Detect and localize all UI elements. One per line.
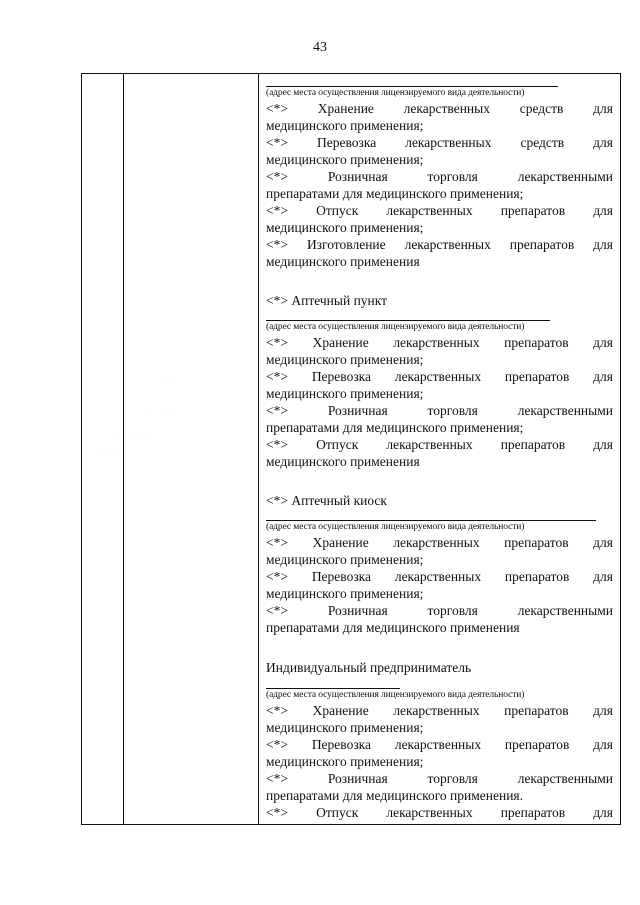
activity-text: Хранение лекарственных препаратов для bbox=[312, 703, 613, 718]
activity-item bbox=[266, 602, 613, 636]
activity-continuation: медицинского применения bbox=[266, 454, 420, 469]
activity-line bbox=[266, 436, 613, 453]
scan-speck: · · · bbox=[96, 450, 120, 456]
activity-continuation: медицинского применения; bbox=[266, 220, 424, 235]
activity-line bbox=[266, 134, 613, 151]
activity-line bbox=[266, 804, 613, 821]
activity-item bbox=[266, 334, 613, 368]
activity-continuation: медицинского применения; bbox=[266, 754, 424, 769]
activity-continuation: препаратами для медицинского применения bbox=[266, 620, 520, 635]
scan-speck: · · bbox=[160, 378, 175, 384]
asterisk-marker: <*> bbox=[266, 135, 288, 150]
activity-line bbox=[266, 568, 613, 585]
activity-text: Хранение лекарственных средств для bbox=[317, 101, 614, 116]
activity-item bbox=[266, 436, 613, 470]
section-heading: Индивидуальный предприниматель bbox=[266, 660, 472, 675]
address-caption: (адрес места осуществления лицензируемого вида деятельности) bbox=[266, 522, 525, 532]
activity-item bbox=[266, 402, 613, 436]
activity-line bbox=[266, 402, 613, 419]
activity-text: Перевозка лекарственных препаратов для bbox=[311, 369, 613, 384]
activity-item bbox=[266, 702, 613, 736]
activity-text: Розничная торговля лекарственными bbox=[327, 403, 613, 418]
address-caption: (адрес места осуществления лицензируемого вида деятельности) bbox=[266, 690, 525, 700]
activity-line bbox=[266, 534, 613, 551]
activity-item bbox=[266, 804, 613, 821]
activity-item bbox=[266, 368, 613, 402]
page-number: 43 bbox=[313, 40, 327, 55]
asterisk-marker: <*> bbox=[266, 569, 288, 584]
activity-line bbox=[266, 168, 613, 185]
activity-line bbox=[266, 702, 613, 719]
activity-text: Розничная торговля лекарственными bbox=[327, 771, 613, 786]
activity-text: Розничная торговля лекарственными bbox=[327, 169, 613, 184]
activity-continuation: медицинского применения; bbox=[266, 352, 424, 367]
asterisk-marker: <*> bbox=[266, 203, 288, 218]
activity-line bbox=[266, 368, 613, 385]
asterisk-marker: <*> bbox=[266, 369, 288, 384]
column-divider bbox=[123, 74, 124, 824]
document-table bbox=[81, 73, 621, 825]
activity-line bbox=[266, 334, 613, 351]
activity-item bbox=[266, 100, 613, 134]
activity-text: Хранение лекарственных препаратов для bbox=[312, 535, 613, 550]
activity-item bbox=[266, 568, 613, 602]
activity-text: Перевозка лекарственных средств для bbox=[317, 135, 613, 150]
activity-text: Отпуск лекарственных препаратов для bbox=[316, 203, 614, 218]
activity-text: Отпуск лекарственных препаратов для bbox=[316, 805, 614, 820]
activity-item bbox=[266, 770, 613, 804]
activity-line bbox=[266, 236, 613, 253]
scan-speck: · · · bbox=[150, 412, 174, 418]
asterisk-marker: <*> bbox=[266, 437, 288, 452]
activity-item bbox=[266, 534, 613, 568]
activity-continuation: медицинского применения; bbox=[266, 152, 424, 167]
activity-item bbox=[266, 134, 613, 168]
scan-speck: · · · · bbox=[118, 432, 152, 438]
asterisk-marker: <*> bbox=[266, 603, 288, 618]
activity-item bbox=[266, 236, 613, 270]
activity-text: Перевозка лекарственных препаратов для bbox=[311, 737, 613, 752]
activity-item bbox=[266, 168, 613, 202]
asterisk-marker: <*> bbox=[266, 805, 288, 820]
activity-line bbox=[266, 770, 613, 787]
asterisk-marker: <*> bbox=[266, 737, 288, 752]
asterisk-marker: <*> bbox=[266, 703, 288, 718]
activity-text: Хранение лекарственных препаратов для bbox=[312, 335, 613, 350]
column-divider bbox=[258, 74, 259, 824]
activity-line bbox=[266, 100, 613, 117]
asterisk-marker: <*> bbox=[266, 237, 288, 252]
activity-continuation: медицинского применения; bbox=[266, 386, 424, 401]
activity-text: Отпуск лекарственных препаратов для bbox=[316, 437, 614, 452]
asterisk-marker: <*> bbox=[266, 535, 288, 550]
activity-continuation: медицинского применения bbox=[266, 254, 420, 269]
activity-continuation: препаратами для медицинского применения. bbox=[266, 788, 524, 803]
activity-line bbox=[266, 202, 613, 219]
activity-continuation: препаратами для медицинского применения; bbox=[266, 420, 524, 435]
activity-continuation: медицинского применения; bbox=[266, 720, 424, 735]
activity-item bbox=[266, 736, 613, 770]
activity-text: Изготовление лекарственных препаратов для bbox=[306, 237, 613, 252]
activity-text: Розничная торговля лекарственными bbox=[327, 603, 613, 618]
activity-line bbox=[266, 736, 613, 753]
activity-continuation: препаратами для медицинского применения; bbox=[266, 186, 524, 201]
activity-continuation: медицинского применения; bbox=[266, 552, 424, 567]
section-heading: <*> Аптечный киоск bbox=[266, 493, 387, 508]
activity-continuation: медицинского применения; bbox=[266, 118, 424, 133]
asterisk-marker: <*> bbox=[266, 101, 288, 116]
asterisk-marker: <*> bbox=[266, 403, 288, 418]
section-heading: <*> Аптечный пункт bbox=[266, 293, 388, 308]
asterisk-marker: <*> bbox=[266, 335, 288, 350]
activity-item bbox=[266, 202, 613, 236]
activity-line bbox=[266, 602, 613, 619]
address-caption: (адрес места осуществления лицензируемого вида деятельности) bbox=[266, 322, 525, 332]
address-caption: (адрес места осуществления лицензируемого вида деятельности) bbox=[266, 88, 525, 98]
activity-continuation: медицинского применения; bbox=[266, 586, 424, 601]
asterisk-marker: <*> bbox=[266, 771, 288, 786]
activity-text: Перевозка лекарственных препаратов для bbox=[311, 569, 613, 584]
asterisk-marker: <*> bbox=[266, 169, 288, 184]
